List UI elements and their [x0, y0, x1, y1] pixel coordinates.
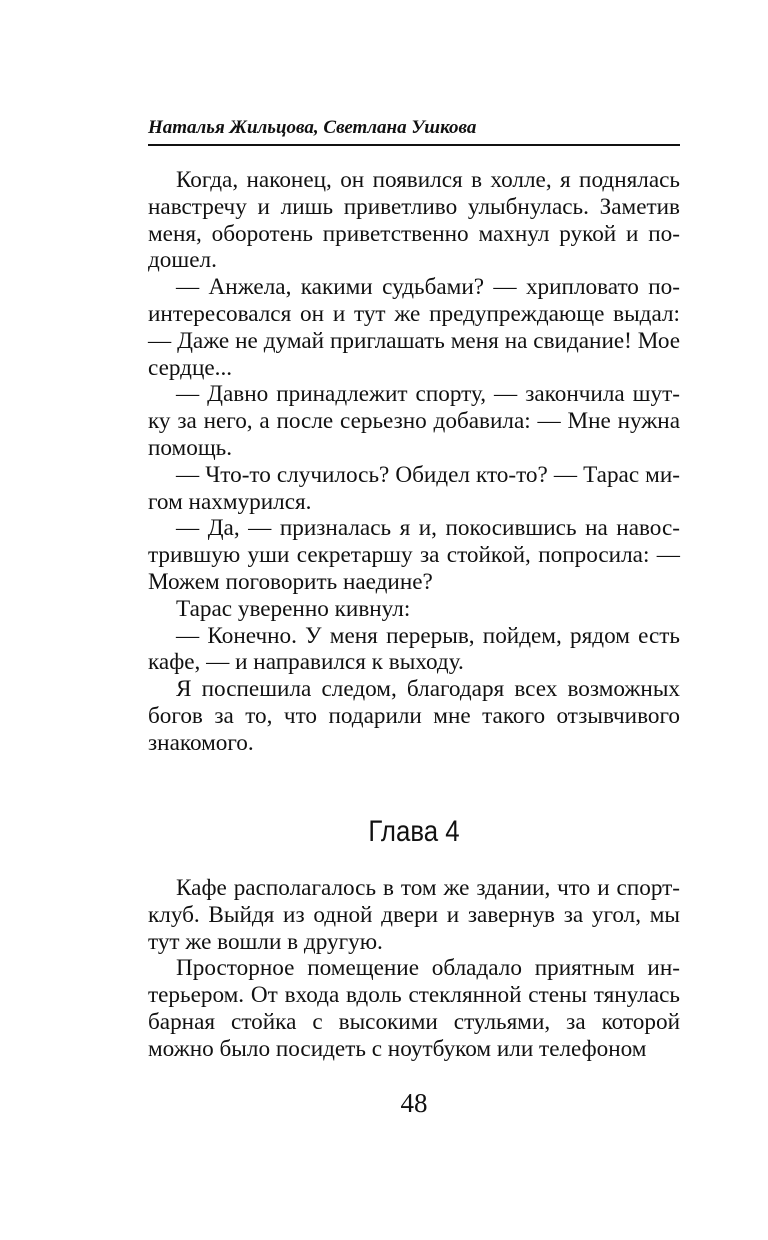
paragraph: — Да, — призналась я и, покосившись на навострившую уши секретаршу за стойкой, попросила: — Можем поговорить наедине?: [148, 515, 680, 595]
paragraph: — Давно принадлежит спорту, — закончила шутку за него, а после серьезно добавила: — Мне нужна помощь.: [148, 381, 680, 461]
chapter-title: Глава 4: [368, 815, 460, 848]
paragraph: Тарас уверенно кивнул:: [176, 595, 411, 622]
text-block-chapter-start: [148, 875, 680, 1063]
paragraph: Когда, наконец, он появился в холле, я поднялась навстречу и лишь приветливо улыбнулась. Заметив меня, оборотень приветственно махнул рукой и подошел.: [148, 167, 680, 274]
page-number: 48: [400, 1088, 428, 1118]
header-rule: [148, 144, 680, 146]
paragraph: Я поспешила следом, благодаря всех возможных богов за то, что подарили мне такого отзывчивого знакомого.: [148, 676, 680, 756]
paragraph: — Конечно. У меня перерыв, пойдем, рядом есть кафе, — и направился к выходу.: [148, 622, 680, 676]
paragraph: — Анжела, какими судьбами? — хрипловато поинтересовался он и тут же предупреждающе выдал: — Даже не думай приглашать меня на свидание! Мое сердце...: [148, 274, 680, 381]
running-head: Наталья Жильцова, Светлана Ушкова: [148, 117, 477, 138]
paragraph: Кафе располагалось в том же здании, что и спортклуб. Выйдя из одной двери и завернув за угол, мы тут же вошли в другую.: [148, 875, 680, 955]
paragraph: — Что-то случилось? Обидел кто-то? — Тарас мигом нахмурился.: [148, 461, 680, 515]
text-block-before-chapter: [148, 167, 680, 757]
paragraph: Просторное помещение обладало приятным интерьером. От входа вдоль стеклянной стены тянулась барная стойка с высокими стульями, за которой можно было посидеть с ноутбуком или телефоном: [148, 955, 680, 1062]
